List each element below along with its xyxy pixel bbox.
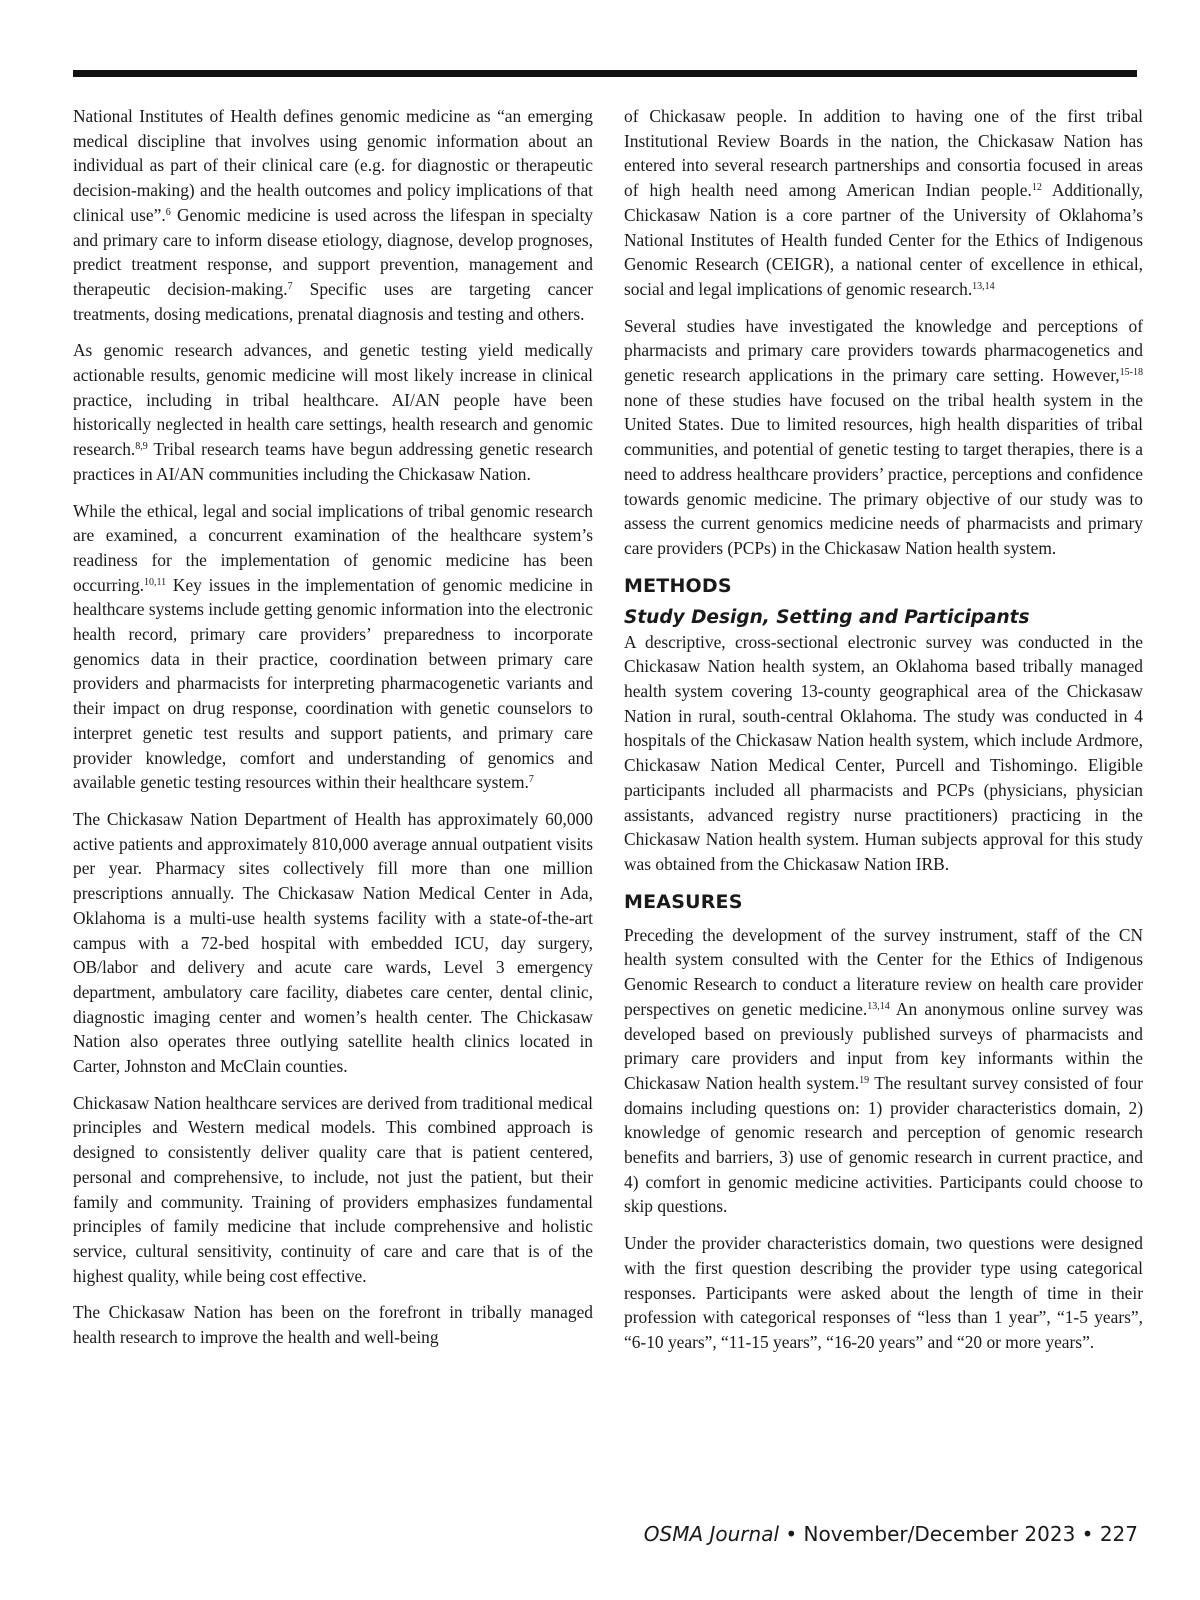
citation: 13,14 (867, 1000, 890, 1012)
paragraph-genomic-research-advances: As genomic research advances, and genetic testing yield medically actionable results, genomic medicine will most likely increase in clinical practice, including in tribal healthcare. AI/AN people have been historically neglected in health care settings, health research and genomic research.$^{8,9}$ Tribal research teams have begun addressing genetic research practices in AI/AN communities including the Chickasaw Nation. (73, 340, 593, 484)
paragraph-implementation-issues: While the ethical, legal and social implications of tribal genomic research are examined, a concurrent examination of the healthcare system’s readiness for the implementation of genomic medicine has been occurring.$^{10,11}$ Key issues in the implementation of genomic medicine in healthcare systems include getting genomic information into the electronic health record, primary care providers’ preparedness to incorporate genomics data in their practice, coordination between primary care providers and pharmacists for interpreting pharmacogenetic variants and their impact on drug response, coordination with genetic counselors to interpret genetic test results and support patients, and primary care provider knowledge, comfort and understanding of genomics and available genetic testing resources within their healthcare system.$^7$ (73, 500, 593, 793)
citation: 12 (1031, 182, 1042, 194)
page-footer (644, 1522, 1138, 1546)
citation: 10,11 (143, 576, 167, 588)
paragraph-department-of-health: The Chickasaw Nation Department of Health has approximately 60,000 active patients and approximately 810,000 average annual outpatient visits per year. Pharmacy sites collectively fill more than one million prescriptions annually. The Chickasaw Nation Medical Center in Ada, Oklahoma is a multi-use health systems facility with a state-of-the-art campus with a 72-bed hospital with embedded ICU, day surgery, OB/labor and delivery and acute care wards, Level 3 emergency department, ambulatory care facility, diabetes care center, dental clinic, diagnostic imaging center and women’s health center. The Chickasaw Nation also operates three outlying satellite health clinics located in Carter, Johnston and McClain counties. (73, 808, 593, 1077)
footer-separator: • (779, 1522, 804, 1546)
paragraph-healthcare-services: Chickasaw Nation healthcare services are derived from traditional medical principles and Western medical models. This combined approach is designed to consistently deliver quality care that is patient centered, personal and comprehensive, to include, not just the patient, but their family and community. Training of providers emphasizes fundamental principles of family medicine that include comprehensive and holistic service, cultural sensitivity, continuity of care and care that is of the highest quality, while being cost effective. (73, 1092, 593, 1286)
issue-date: November/December 2023 (803, 1522, 1076, 1546)
paragraph-study-objective: Several studies have investigated the knowledge and perceptions of pharmacists and primary care providers towards pharmacogenetics and genetic research applications in the primary care setting. However,$^{15-18}$ none of these studies have focused on the tribal health system in the United States. Due to limited resources, high health disparities of tribal communities, and potential of genetic testing to target therapies, there is a need to address healthcare providers’ practice, perceptions and confidence towards genomic medicine. The primary objective of our study was to assess the current genomics medicine needs of pharmacists and primary care providers (PCPs) in the Chickasaw Nation health system. (624, 315, 1143, 558)
top-rule (73, 70, 1137, 77)
measures-heading: MEASURES (624, 890, 743, 913)
study-design-heading: Study Design, Setting and Participants (624, 606, 1030, 628)
page-number: 227 (1099, 1522, 1138, 1546)
citation: 15-18 (1119, 367, 1143, 379)
paragraph-survey-instrument: Preceding the development of the survey instrument, staff of the CN health system consulted with the Center for the Ethics of Indigenous Genomic Research to conduct a literature review on health care provider perspectives on genetic medicine.$^{13,14}$ An anonymous online survey was developed based on previously published surveys of pharmacists and primary care providers and input from key informants within the Chickasaw Nation health system.$^{19}$ The resultant survey consisted of four domains including questions on: 1) provider characteristics domain, 2) knowledge of genomic research and perception of genomic research benefits and barriers, 3) use of genomic research in current practice, and 4) comfort in genomic medicine activities. Participants could choose to skip questions. (624, 924, 1143, 1217)
citation: 7 (528, 774, 534, 786)
paragraph-genomic-medicine-definition: National Institutes of Health defines genomic medicine as “an emerging medical discipline that involves using genomic information about an individual as part of their clinical care (e.g. for diagnostic or therapeutic decision-making) and the health outcomes and policy implications of that clinical use”.$^6$ Genomic medicine is used across the lifespan in specialty and primary care to inform disease etiology, diagnose, develop prognoses, predict treatment response, and support prevention, management and therapeutic decision-making.$^7$ Specific uses are targeting cancer treatments, dosing medications, prenatal diagnosis and testing and others. (73, 106, 593, 324)
citation: 6 (165, 206, 171, 218)
citation: 19 (859, 1074, 870, 1086)
citation: 8,9 (135, 441, 148, 453)
journal-name: OSMA Journal (643, 1522, 780, 1546)
methods-heading: METHODS (624, 574, 732, 597)
citation: 13,14 (972, 280, 995, 292)
footer-separator: • (1075, 1522, 1100, 1546)
right-column (624, 104, 1143, 1355)
citation: 7 (287, 280, 293, 292)
paragraph-provider-characteristics: Under the provider characteristics domain, two questions were designed with the first question describing the provider type using categorical responses. Participants were asked about the length of time in their profession with categorical responses of “less than 1 year”, “1-5 years”, “6-10 years”, “11-15 years”, “16-20 years” and “20 or more years”. (624, 1233, 1143, 1352)
paragraph-study-design: A descriptive, cross-sectional electronic survey was conducted in the Chickasaw Nation health system, an Oklahoma based tribally managed health system covering 13-county geographical area of the Chickasaw Nation in rural, south-central Oklahoma. The study was conducted in 4 hospitals of the Chickasaw Nation health system, which include Ardmore, Chickasaw Nation Medical Center, Purcell and Tishomingo. Eligible participants included all pharmacists and PCPs (physicians, physician assistants, advanced registry nurse practitioners) practicing in the Chickasaw Nation health system. Human subjects approval for this study was obtained from the Chickasaw Nation IRB. (624, 631, 1143, 874)
left-column (73, 104, 593, 1350)
paragraph-research-forefront: The Chickasaw Nation has been on the forefront in tribally managed health research to improve the health and well-being (73, 1302, 593, 1348)
paragraph-research-partnerships: of Chickasaw people. In addition to having one of the first tribal Institutional Review Boards in the nation, the Chickasaw Nation has entered into several research partnerships and consortia focused in areas of high health need among American Indian people.$^{12}$ Additionally, Chickasaw Nation is a core partner of the University of Oklahoma’s National Institutes of Health funded Center for the Ethics of Indigenous Genomic Research (CEIGR), a national center of excellence in ethical, social and legal implications of genomic research.$^{13,14}$ (624, 106, 1143, 299)
